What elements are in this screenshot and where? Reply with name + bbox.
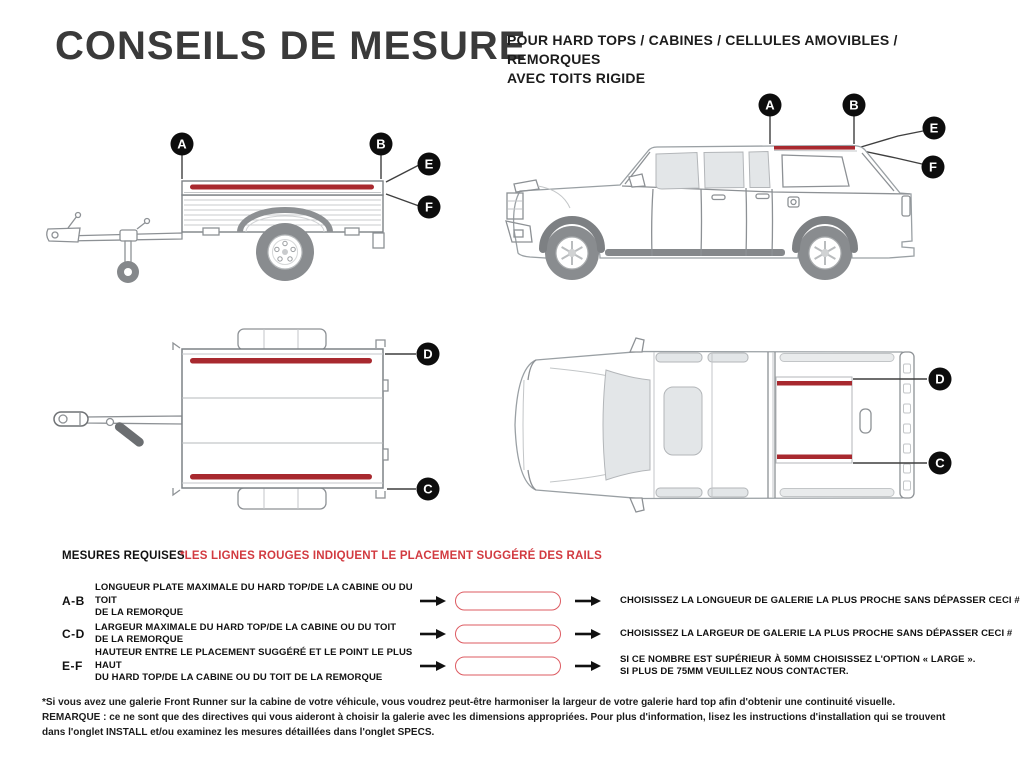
rail-stripe	[777, 455, 852, 460]
label-marker-a	[171, 133, 194, 156]
measurement-description	[95, 617, 427, 651]
rail-stripe	[774, 146, 855, 150]
measurement-row-cd	[0, 617, 1024, 651]
trailer-top-view-diagram	[40, 310, 460, 530]
footnote-line-1: *Si vous avez une galerie Front Runner sur la cabine de votre véhicule, vous voudrez peut-être harmoniser la largeur de votre galerie hard top afin d'obtenir une continuité visuelle.	[42, 697, 896, 708]
measurement-key: C-D	[62, 627, 85, 641]
arrow-icon	[575, 629, 601, 640]
footnote-line-2: REMARQUE : ce ne sont que des directives qui vous aideront à choisir la galerie avec les dimensions appropriées. Pour plus d'information, lisez les instructions d'installation qui se trouvent	[42, 712, 946, 723]
measurement-cd-input[interactable]	[455, 625, 561, 644]
side-mirror	[629, 174, 645, 187]
svg-text:B: B	[376, 136, 386, 152]
rail-stripe	[777, 381, 852, 386]
arrow-icon	[420, 629, 446, 640]
svg-text:B: B	[849, 97, 859, 113]
trailer-side-view-diagram	[40, 95, 460, 310]
measurement-row-ab	[0, 584, 1024, 618]
label-marker-f	[922, 156, 945, 179]
subtitle-line-1: POUR HARD TOPS / CABINES / CELLULES AMOVIBLES / REMORQUES	[507, 32, 898, 67]
rail-stripe	[190, 358, 372, 364]
running-board	[605, 249, 785, 256]
footnote	[42, 695, 1017, 740]
page-subtitle	[507, 31, 987, 88]
truck-front-wheel	[545, 226, 599, 280]
label-marker-e	[418, 153, 441, 176]
label-marker-d	[417, 343, 440, 366]
svg-text:A: A	[765, 97, 775, 113]
side-mirror	[630, 498, 644, 512]
measurement-ef-input[interactable]	[455, 657, 561, 676]
label-marker-c	[417, 478, 440, 501]
truck-rear-wheel	[798, 226, 852, 280]
measurement-instruction	[620, 584, 1020, 618]
side-mirror	[630, 338, 644, 352]
svg-text:C: C	[935, 455, 945, 471]
arrow-icon	[420, 661, 446, 672]
arrow-icon	[420, 596, 446, 607]
svg-text:D: D	[423, 346, 433, 362]
svg-text:D: D	[935, 371, 945, 387]
instruction-line: SI PLUS DE 75MM VEUILLEZ NOUS CONTACTER.	[620, 666, 849, 677]
description-line: DE LA REMORQUE	[95, 634, 184, 645]
windshield	[603, 370, 650, 480]
footnote-line-3: dans l'onglet INSTALL et/ou examinez les mesures détaillées dans l'onglet SPECS.	[42, 727, 435, 738]
instruction-line: CHOISISSEZ LA LARGEUR DE GALERIE LA PLUS PROCHE SANS DÉPASSER CECI #	[620, 627, 1013, 639]
subtitle-line-2: AVEC TOITS RIGIDE	[507, 70, 646, 86]
description-line: DU HARD TOP/DE LA CABINE OU DU TOIT DE LA REMORQUE	[95, 672, 383, 684]
description-line: HAUTEUR ENTRE LE PLACEMENT SUGGÉRÉ ET LE POINT LE PLUS HAUT	[95, 647, 413, 671]
truck-side-view-diagram	[490, 90, 1024, 300]
instruction-line: CHOISISSEZ LA LONGUEUR DE GALERIE LA PLUS PROCHE SANS DÉPASSER CECI #	[620, 594, 1020, 606]
measurement-ab-input[interactable]	[455, 592, 561, 611]
description-line: LARGEUR MAXIMALE DU HARD TOP/DE LA CABINE OU DU TOIT	[95, 621, 397, 633]
description-line: DE LA REMORQUE	[95, 607, 184, 619]
sunroof	[664, 387, 702, 455]
svg-text:F: F	[929, 159, 937, 175]
label-marker-e	[923, 117, 946, 140]
label-marker-b	[843, 94, 866, 117]
svg-text:E: E	[424, 156, 434, 172]
instruction-line: SI CE NOMBRE EST SUPÉRIEUR À 50MM CHOISISSEZ L'OPTION « LARGE ».	[620, 653, 976, 665]
measurements-heading: MESURES REQUISES	[62, 550, 185, 562]
svg-text:A: A	[177, 136, 187, 152]
label-marker-b	[370, 133, 393, 156]
handbrake-lever	[113, 420, 145, 448]
label-marker-f	[418, 196, 441, 219]
measurement-description	[95, 584, 427, 618]
rail-stripe	[190, 185, 374, 190]
measurement-row-ef	[0, 649, 1024, 683]
measurement-description	[95, 649, 427, 683]
rail-stripe	[190, 474, 372, 480]
svg-text:C: C	[423, 481, 433, 497]
red-lines-note: *LES LIGNES ROUGES INDIQUENT LE PLACEMENT SUGGÉRÉ DES RAILS	[180, 550, 603, 562]
svg-text:E: E	[929, 120, 939, 136]
arrow-icon	[575, 596, 601, 607]
measurement-key: A-B	[62, 594, 85, 608]
arrow-icon	[575, 661, 601, 672]
truck-top-view-diagram	[490, 320, 1024, 530]
measurement-key: E-F	[62, 659, 83, 673]
measurement-instruction	[620, 649, 1020, 683]
svg-text:F: F	[425, 199, 433, 215]
label-marker-a	[759, 94, 782, 117]
label-marker-d	[929, 368, 952, 391]
label-marker-c	[929, 452, 952, 475]
measurement-instruction	[620, 617, 1020, 651]
description-line: LONGUEUR PLATE MAXIMALE DU HARD TOP/DE LA CABINE OU DU TOIT	[95, 582, 413, 606]
page-title: CONSEILS DE MESURE	[55, 24, 527, 68]
